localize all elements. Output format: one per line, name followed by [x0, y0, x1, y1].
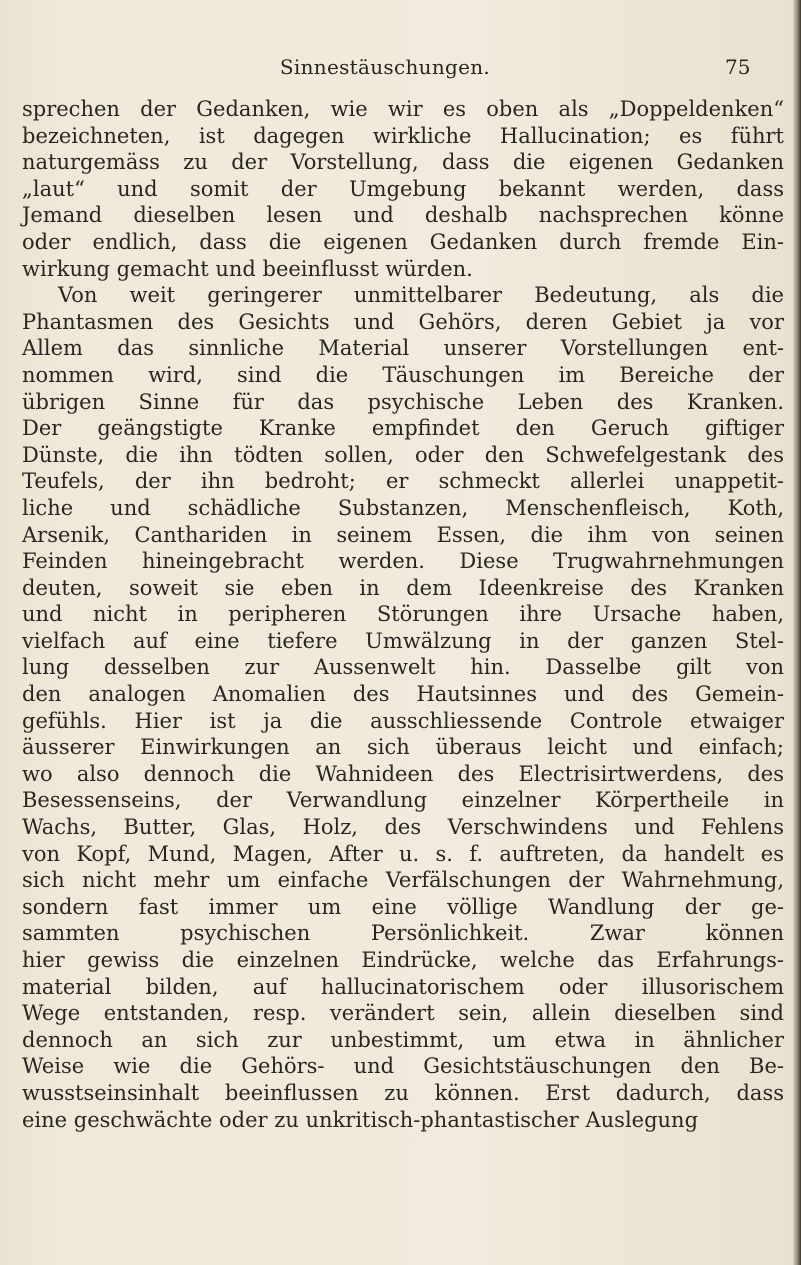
text-line: naturgemäss zu der Vorstellung, dass die eigenen Gedanken — [22, 150, 784, 175]
text-line: Teufels, der ihn bedroht; er schmeckt allerlei unappetit- — [22, 469, 784, 494]
text-line: hier gewiss die einzelnen Eindrücke, welche das Erfahrungs- — [22, 948, 784, 972]
text-line: wo also dennoch die Wahnideen des Electrisirtwerdens, des — [22, 761, 784, 786]
page-header — [0, 55, 801, 85]
text-line: gefühls. Hier ist ja die ausschliessende Controle etwaiger — [22, 708, 784, 733]
text-line: Besessenseins, der Verwandlung einzelner Körpertheile in — [22, 788, 784, 813]
text-line: bezeichneten, ist dagegen wirkliche Hallucination; es führt — [22, 123, 784, 148]
text-line: Wachs, Butter, Glas, Holz, des Verschwindens und Fehlens — [22, 815, 784, 840]
text-line: Allem das sinnliche Material unserer Vorstellungen ent- — [22, 336, 784, 361]
text-line: sich nicht mehr um einfache Verfälschungen der Wahrnehmung, — [22, 868, 784, 893]
body-text — [22, 96, 784, 1133]
text-line: sammten psychischen Persönlichkeit. Zwar können — [22, 921, 784, 946]
text-line: material bilden, auf hallucinatorischem oder illusorischem — [22, 974, 784, 999]
running-title: Sinnestäuschungen. — [279, 55, 491, 79]
text-line: sondern fast immer um eine völlige Wandlung der ge- — [22, 894, 784, 919]
text-line: sprechen der Gedanken, wie wir es oben als „Doppeldenken“ — [22, 97, 784, 121]
text-line: Arsenik, Canthariden in seinem Essen, die ihm von seinen — [22, 522, 784, 547]
page-number: 75 — [725, 55, 751, 79]
text-line: äusserer Einwirkungen an sich überaus leicht und einfach; — [22, 735, 784, 760]
text-line: Phantasmen des Gesichts und Gehörs, deren Gebiet ja vor — [22, 309, 784, 334]
text-line: Dünste, die ihn tödten sollen, oder den Schwefelgestank des — [22, 442, 784, 467]
text-line: wusstseinsinhalt beeinflussen zu können. Erst dadurch, dass — [22, 1080, 784, 1105]
text-line: Feinden hineingebracht werden. Diese Trugwahrnehmungen — [22, 549, 784, 574]
text-line: Der geängstigte Kranke empfindet den Geruch giftiger — [22, 416, 784, 441]
text-line: und nicht in peripheren Störungen ihre Ursache haben, — [22, 602, 784, 627]
text-line: oder endlich, dass die eigenen Gedanken durch fremde Ein- — [22, 229, 784, 254]
text-line: von Kopf, Mund, Magen, After u. s. f. auftreten, da handelt es — [22, 841, 784, 866]
text-line: übrigen Sinne für das psychische Leben des Kranken. — [22, 389, 784, 414]
text-line: liche und schädliche Substanzen, Menschenfleisch, Koth, — [22, 495, 784, 520]
text-line: Wege entstanden, resp. verändert sein, allein dieselben sind — [22, 1001, 784, 1026]
text-line: „laut“ und somit der Umgebung bekannt werden, dass — [22, 176, 784, 201]
text-line: eine geschwächte oder zu unkritisch-phantastischer Auslegung — [22, 1107, 699, 1132]
text-line: Von weit geringerer unmittelbarer Bedeutung, als die — [58, 283, 784, 308]
text-line: deuten, soweit sie eben in dem Ideenkreise des Kranken — [22, 575, 784, 600]
text-line: wirkung gemacht und beeinflusst würden. — [22, 256, 473, 281]
text-line: nommen wird, sind die Täuschungen im Bereiche der — [22, 362, 784, 387]
text-line: lung desselben zur Aussenwelt hin. Dasselbe gilt von — [22, 655, 784, 680]
text-line: Weise wie die Gehörs- und Gesichtstäuschungen den Be- — [22, 1054, 784, 1079]
text-line: den analogen Anomalien des Hautsinnes und des Gemein- — [22, 682, 784, 707]
page-edge — [793, 0, 801, 1265]
text-line: dennoch an sich zur unbestimmt, um etwa in ähnlicher — [22, 1027, 784, 1052]
text-line: vielfach auf eine tiefere Umwälzung in der ganzen Stel- — [22, 628, 784, 653]
text-line: Jemand dieselben lesen und deshalb nachsprechen könne — [22, 203, 784, 228]
